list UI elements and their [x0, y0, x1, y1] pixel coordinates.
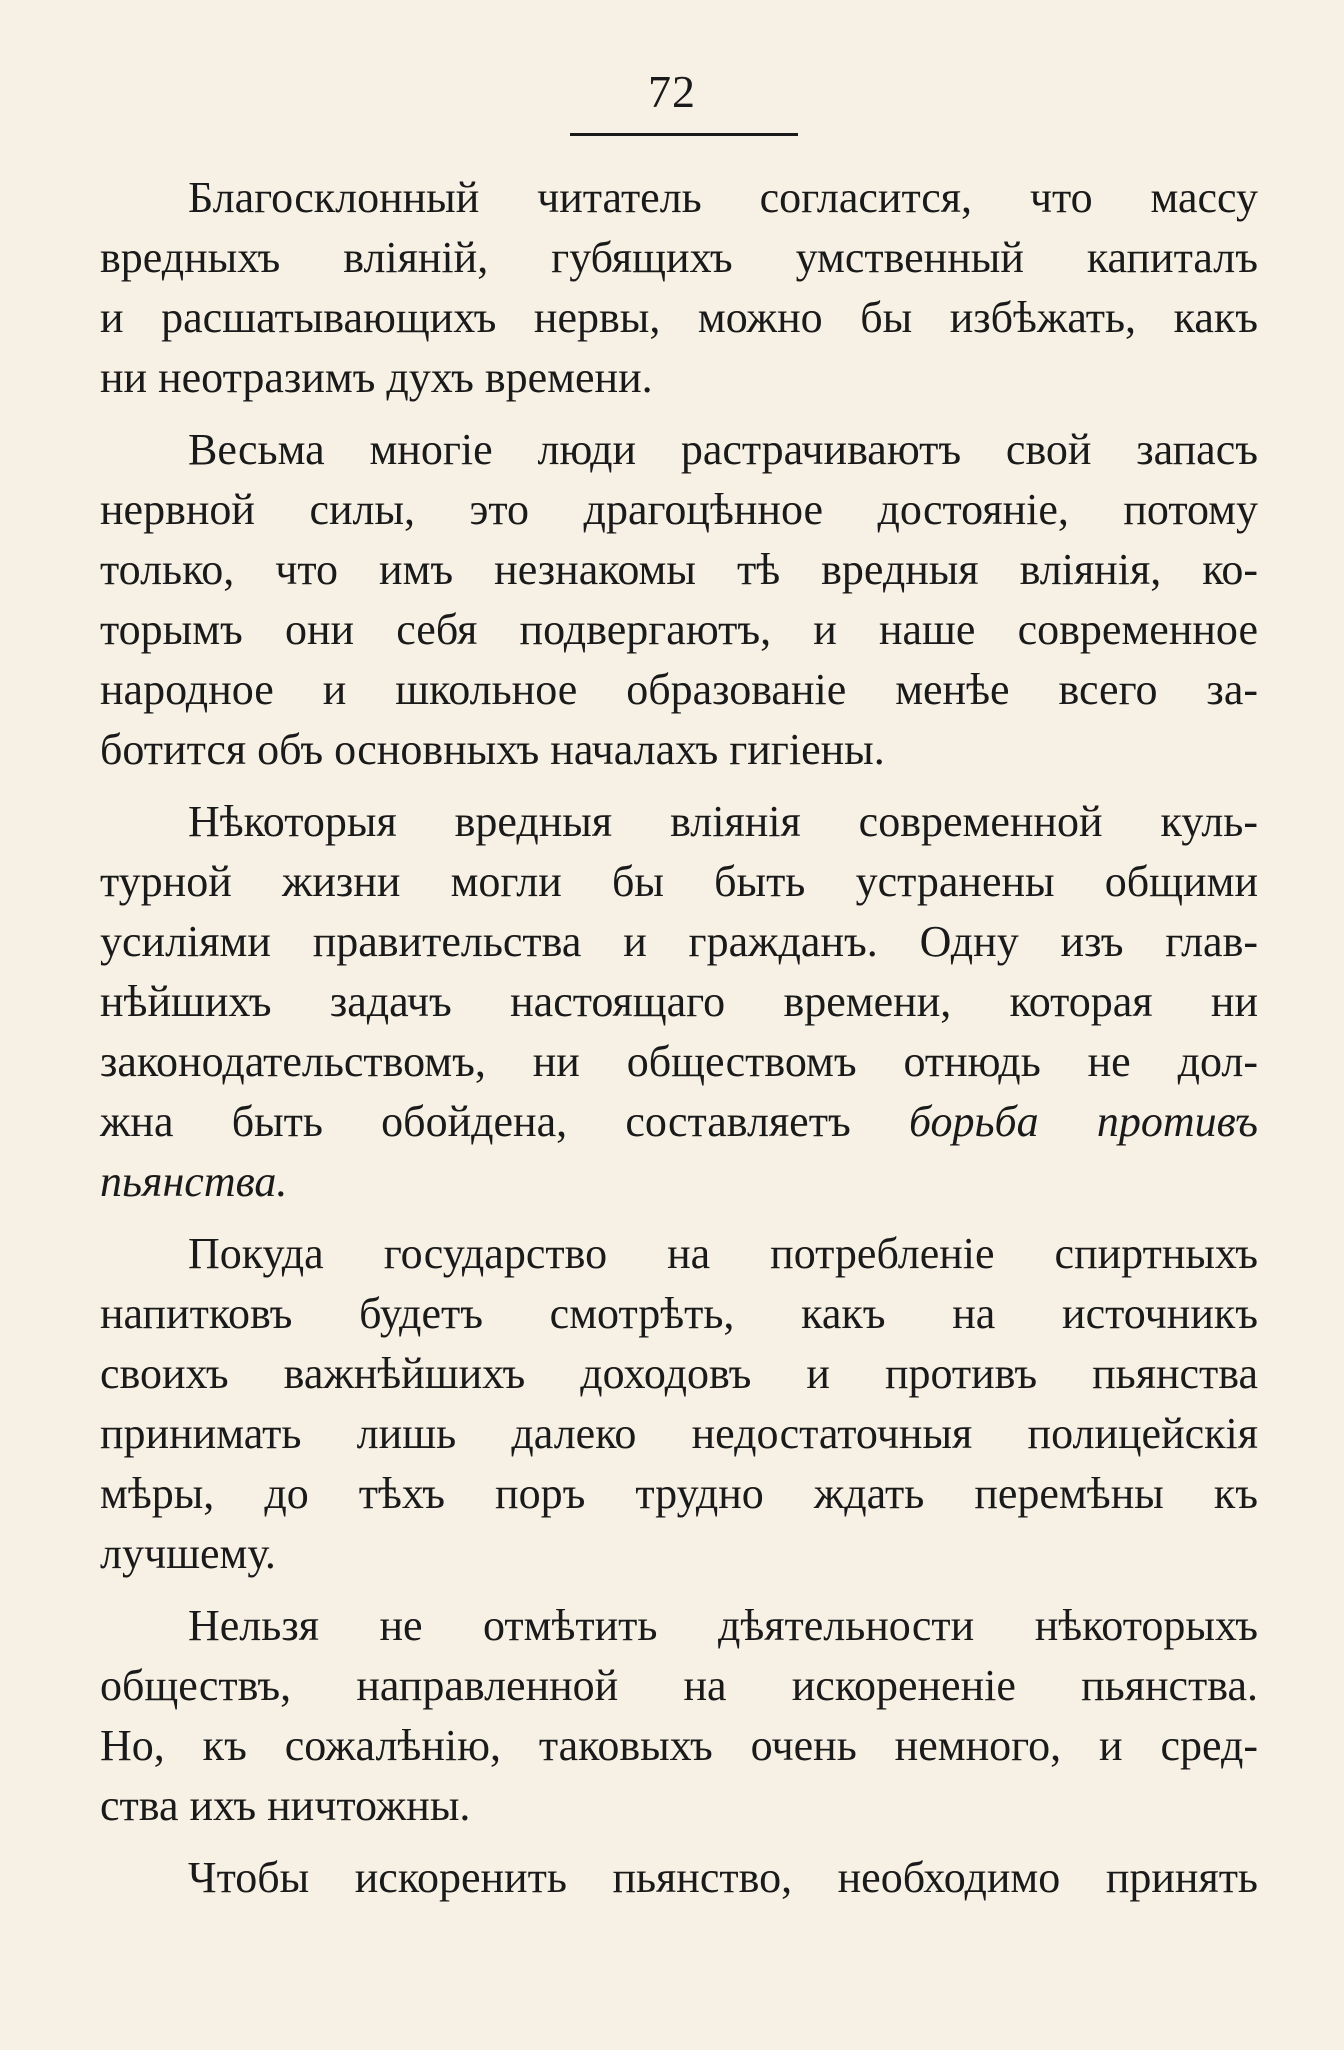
text-line: Покуда государство на потребленіе спиртныхъ — [188, 1229, 1258, 1278]
text-line: напитковъ будетъ смотрѣть, какъ на источникъ — [100, 1289, 1258, 1338]
text-line: Нельзя не отмѣтить дѣятельности нѣкоторыхъ — [188, 1601, 1258, 1650]
paragraph — [100, 1596, 1258, 1836]
text-run: жна быть обойдена, составляетъ — [100, 1097, 851, 1146]
text-line: ства ихъ ничтожны. — [100, 1781, 471, 1830]
text-line: торымъ они себя подвергаютъ, и наше современное — [100, 605, 1258, 654]
text-line: своихъ важнѣйшихъ доходовъ и противъ пьянства — [100, 1349, 1258, 1398]
text-line: нервной силы, это драгоцѣнное достояніе, потому — [100, 485, 1258, 534]
text-line: Чтобы искоренить пьянство, необходимо принять — [188, 1853, 1258, 1902]
text-line: ни неотразимъ духъ времени. — [100, 353, 653, 402]
text-line: вредныхъ вліяній, губящихъ умственный капиталъ — [100, 233, 1258, 282]
text-line-mixed — [100, 1092, 1258, 1152]
emphasis-text: пьянства. — [100, 1157, 288, 1206]
text-line: и расшатывающихъ нервы, можно бы избѣжать, какъ — [100, 293, 1258, 342]
text-line: турной жизни могли бы быть устранены общими — [100, 857, 1258, 906]
text-line: нѣйшихъ задачъ настоящаго времени, которая ни — [100, 977, 1258, 1026]
text-line: только, что имъ незнакомы тѣ вредныя вліянія, ко- — [100, 545, 1258, 594]
text-line: лучшему. — [100, 1529, 276, 1578]
text-line: обществъ, направленной на искорененіе пьянства. — [100, 1661, 1258, 1710]
text-line: Но, къ сожалѣнію, таковыхъ очень немного, и сред- — [100, 1721, 1258, 1770]
text-line: принимать лишь далеко недостаточныя полицейскія — [100, 1409, 1258, 1458]
text-line: мѣры, до тѣхъ поръ трудно ждать перемѣны къ — [100, 1469, 1258, 1518]
paragraph — [100, 1224, 1258, 1584]
text-line: Нѣкоторыя вредныя вліянія современной куль- — [188, 797, 1258, 846]
paragraph — [100, 420, 1258, 780]
paragraph — [100, 792, 1258, 1212]
text-line: Благосклонный читатель согласится, что массу — [188, 173, 1258, 222]
body-text — [100, 168, 1258, 1908]
text-line: народное и школьное образованіе менѣе всего за- — [100, 665, 1258, 714]
text-line: усиліями правительства и гражданъ. Одну изъ глав- — [100, 917, 1258, 966]
page-number: 72 — [648, 66, 696, 117]
paragraph — [100, 1848, 1258, 1908]
paragraph — [100, 168, 1258, 408]
emphasis-text: борьба противъ — [908, 1097, 1259, 1146]
header-rule — [570, 133, 798, 136]
text-line: ботится объ основныхъ началахъ гигіены. — [100, 725, 885, 774]
text-line: Весьма многіе люди растрачиваютъ свой запасъ — [188, 425, 1258, 474]
text-line: законодательствомъ, ни обществомъ отнюдь не дол- — [100, 1037, 1258, 1086]
